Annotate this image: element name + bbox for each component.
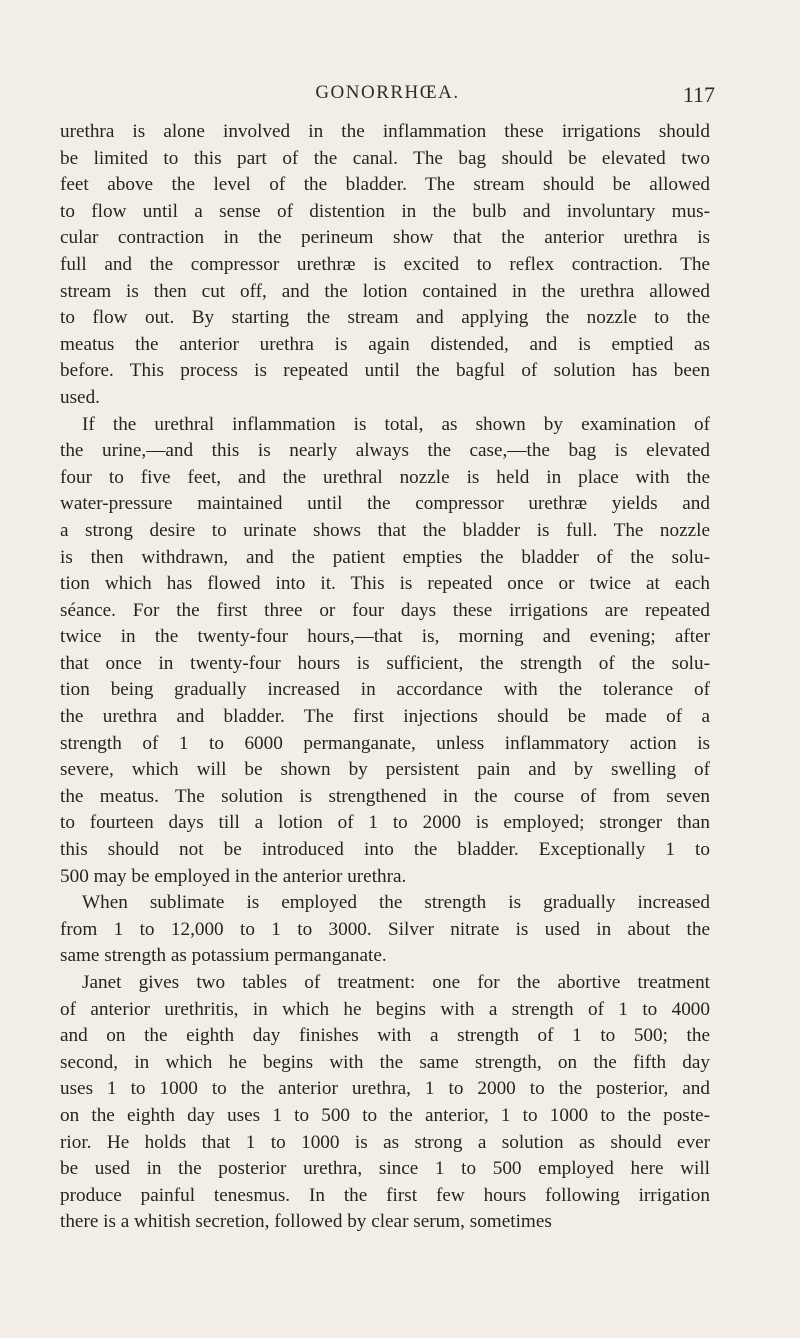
- text-line: on the eighth day uses 1 to 500 to the anterior, 1 to 1000 to the poste-: [60, 1104, 710, 1126]
- paragraph: [60, 970, 710, 1236]
- text-line: tion which has flowed into it. This is repeated once or twice at each: [60, 573, 710, 595]
- text-line: Janet gives two tables of treatment: one for the abortive treatment: [82, 972, 710, 993]
- text-line: séance. For the first three or four days these irrigations are repeated: [60, 599, 710, 621]
- page-number: 117: [682, 82, 715, 107]
- text-line: severe, which will be shown by persistent pain and by swelling of: [60, 759, 710, 781]
- text-line: strength of 1 to 6000 permanganate, unless inflammatory action is: [60, 732, 710, 754]
- text-line: If the urethral inflammation is total, as shown by examination of: [82, 413, 710, 435]
- text-line: tion being gradually increased in accordance with the tolerance of: [60, 679, 710, 701]
- text-line: cular contraction in the perineum show that the anterior urethra is: [60, 227, 710, 249]
- text-line: before. This process is repeated until the bagful of solution has been: [60, 360, 710, 382]
- running-head: [60, 82, 715, 112]
- text-line: rior. He holds that 1 to 1000 is as strong a solution as should ever: [60, 1131, 710, 1153]
- text-line: this should not be introduced into the bladder. Exceptionally 1 to: [60, 839, 710, 861]
- text-line: to fourteen days till a lotion of 1 to 2000 is employed; stronger than: [60, 812, 710, 834]
- text-line: feet above the level of the bladder. The stream should be allowed: [60, 174, 710, 196]
- text-line: full and the compressor urethræ is excited to reflex contraction. The: [60, 253, 710, 275]
- text-line: twice in the twenty-four hours,—that is, morning and evening; after: [60, 626, 710, 648]
- text-line: from 1 to 12,000 to 1 to 3000. Silver nitrate is used in about the: [60, 918, 710, 940]
- text-line: of anterior urethritis, in which he begins with a strength of 1 to 4000: [60, 998, 710, 1020]
- text-line: is then withdrawn, and the patient empties the bladder of the solu-: [60, 546, 710, 568]
- text-line: When sublimate is employed the strength is gradually increased: [82, 892, 710, 914]
- text-line: produce painful tenesmus. In the first few hours following irrigation: [60, 1184, 710, 1206]
- text-line: same strength as potassium permanganate.: [60, 945, 387, 967]
- text-line: there is a whitish secretion, followed by clear serum, sometimes: [60, 1211, 552, 1233]
- text-line: water-pressure maintained until the compressor urethræ yields and: [60, 493, 710, 515]
- text-line: be limited to this part of the canal. The bag should be elevated two: [60, 147, 710, 169]
- paragraph: [60, 412, 710, 891]
- paragraph: [60, 890, 710, 970]
- text-line: four to five feet, and the urethral nozzle is held in place with the: [60, 466, 710, 488]
- text-line: to flow until a sense of distention in the bulb and involuntary mus-: [60, 200, 710, 222]
- text-line: 500 may be employed in the anterior urethra.: [60, 865, 407, 887]
- text-line: that once in twenty-four hours is sufficient, the strength of the solu-: [60, 652, 710, 674]
- text-line: stream is then cut off, and the lotion contained in the urethra allowed: [60, 280, 710, 302]
- text-line: urethra is alone involved in the inflammation these irrigations should: [60, 121, 710, 142]
- text-line: second, in which he begins with the same strength, on the fifth day: [60, 1051, 710, 1073]
- text-line: the urine,—and this is nearly always the case,—the bag is elevated: [60, 440, 710, 462]
- text-line: a strong desire to urinate shows that the bladder is full. The nozzle: [60, 519, 710, 541]
- text-line: be used in the posterior urethra, since 1 to 500 employed here will: [60, 1158, 710, 1180]
- body-text: [60, 119, 710, 1236]
- paragraph: [60, 119, 710, 412]
- running-title: GONORRHŒA.: [315, 82, 460, 103]
- text-line: used.: [60, 386, 100, 408]
- text-line: the urethra and bladder. The first injections should be made of a: [60, 706, 710, 728]
- text-line: to flow out. By starting the stream and applying the nozzle to the: [60, 307, 710, 329]
- text-line: and on the eighth day finishes with a strength of 1 to 500; the: [60, 1025, 710, 1047]
- text-line: meatus the anterior urethra is again distended, and is emptied as: [60, 333, 710, 355]
- text-line: uses 1 to 1000 to the anterior urethra, 1 to 2000 to the posterior, and: [60, 1078, 710, 1100]
- text-line: the meatus. The solution is strengthened in the course of from seven: [60, 785, 710, 807]
